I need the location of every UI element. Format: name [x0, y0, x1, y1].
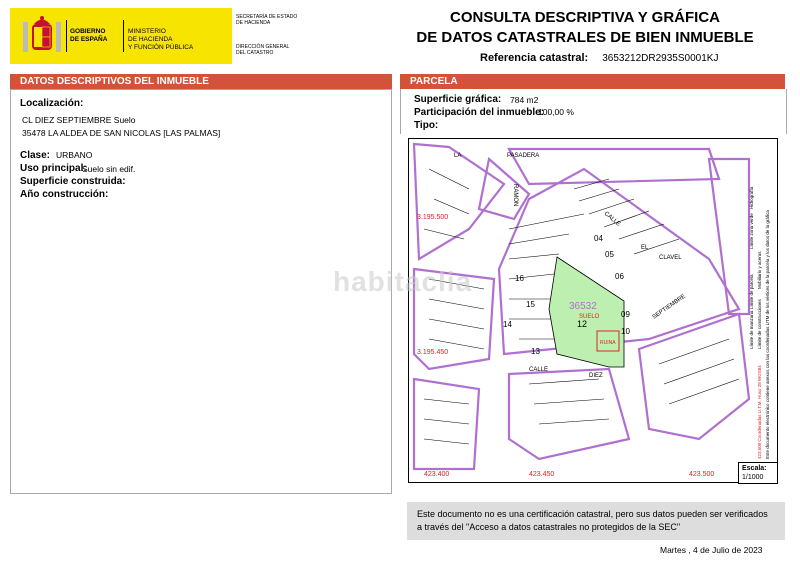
coord-label: 3.195.500 — [417, 214, 449, 221]
block-outline — [479, 159, 529, 219]
lot-number: 14 — [503, 320, 512, 329]
uso-value: Suelo sin edif. — [82, 164, 136, 174]
street-label: CALLE — [602, 210, 622, 228]
legend-item: Límite zona verde — [749, 213, 754, 249]
title-line-1: CONSULTA DESCRIPTIVA Y GRÁFICA — [449, 9, 720, 26]
street-label: CALLE — [529, 367, 549, 373]
street-label: SEPTIEMBRE — [651, 293, 687, 321]
block-outline — [509, 149, 719, 184]
coord-label: 423.400 — [424, 471, 450, 478]
lot-number: 10 — [621, 327, 630, 336]
legend-item: Límite de manzana — [749, 310, 754, 349]
gobierno-label: GOBIERNO DE ESPAÑA — [70, 28, 108, 43]
lot-number: 04 — [594, 234, 603, 243]
parcel-sub: SUELO — [579, 314, 600, 320]
coat-of-arms-icon — [20, 14, 64, 58]
scale-value: 1/1000 — [742, 474, 764, 481]
scale-box — [738, 462, 778, 484]
scale-label: Escala: — [742, 465, 767, 472]
block-outline — [509, 369, 629, 459]
document-date: Martes , 4 de Julio de 2023 — [660, 545, 763, 555]
street-label: PASADERA — [507, 153, 540, 159]
legend-item: Límite de construcciones — [757, 299, 762, 349]
clase-value: URBANO — [56, 150, 93, 160]
localizacion-label: Localización: — [20, 98, 84, 109]
referencia-catastral — [480, 52, 718, 64]
map-drawing — [409, 139, 779, 484]
uso-label: Uso principal: — [20, 163, 87, 174]
localizacion-line-1: CL DIEZ SEPTIEMBRE Suelo — [22, 115, 136, 125]
watermark: habitaclia — [333, 266, 473, 297]
datos-descriptivos-heading: DATOS DESCRIPTIVOS DEL INMUEBLE — [10, 74, 392, 89]
street-label: EL — [641, 245, 649, 251]
superficie-grafica-value: 784 m2 — [510, 95, 539, 105]
lot-number: 09 — [621, 310, 630, 319]
page-title — [400, 8, 770, 48]
secretaria-label: SECRETARÍA DE ESTADO DE HACIENDA — [236, 14, 298, 26]
street-label: DIEZ — [589, 373, 603, 379]
divider — [123, 20, 124, 52]
block-outline — [414, 379, 479, 469]
divider — [66, 20, 67, 52]
legend-item: Hidrografía — [749, 186, 754, 209]
participacion-value: 100,00 % — [538, 107, 574, 117]
superficie-grafica-label: Superficie gráfica: — [414, 94, 502, 105]
gobierno-logo-block — [10, 8, 298, 64]
ref-label: Referencia catastral: — [480, 52, 589, 64]
street-label: LA — [454, 153, 462, 159]
lot-number: 05 — [605, 250, 614, 259]
superficie-construida-label: Superficie construida: — [20, 176, 126, 187]
legend-item: Mobiliario y aceras — [757, 251, 762, 289]
legend-note: 423.500 Coordenadas U.T.M. Huso 28 WGS84 — [757, 365, 762, 459]
localizacion-line-2: 35478 LA ALDEA DE SAN NICOLAS [LAS PALMAS] — [22, 128, 221, 138]
parcel-id: 36532 — [569, 301, 597, 312]
legend-item: Límite de parcela — [749, 274, 754, 309]
ref-value: 3653212DR2935S0001KJ — [602, 53, 719, 64]
participacion-label: Participación del inmueble: — [414, 107, 545, 118]
lot-number: 06 — [615, 272, 624, 281]
direccion-label: DIRECCIÓN GENERAL DEL CATASTRO — [236, 44, 290, 56]
tipo-label: Tipo: — [414, 120, 439, 131]
lot-number: 15 — [526, 300, 535, 309]
lot-number: 16 — [515, 274, 524, 283]
clase-label: Clase: — [20, 150, 51, 161]
ministerio-label: MINISTERIO DE HACIENDA Y FUNCIÓN PÚBLICA — [128, 28, 194, 51]
anio-construccion-label: Año construcción: — [20, 189, 109, 200]
ruina-label: RUINA — [600, 340, 616, 346]
cadastral-map[interactable] — [333, 138, 778, 483]
parcela-heading: PARCELA — [400, 74, 785, 89]
street-label: RAMON — [512, 184, 518, 207]
street-label: CLAVEL — [659, 255, 682, 261]
disclaimer-note: Este documento no es una certificación catastral, pero sus datos pueden ser verificados a través del "Acceso a datos catastrales no protegidos de la SEC" — [407, 502, 785, 540]
coord-label: 423.500 — [689, 471, 715, 478]
parcel-num: 12 — [577, 319, 588, 329]
coord-label: 423.450 — [529, 471, 555, 478]
title-line-2: DE DATOS CATASTRALES DE BIEN INMUEBLE — [416, 29, 754, 46]
block-outline — [639, 314, 749, 439]
lot-number: 13 — [531, 347, 540, 356]
legend-note-2: Este documento electrónico contiene anexos con las coordenadas UTM de los vértices de la parcela y los datos de la gráfica — [765, 210, 770, 459]
coord-label: 3.195.450 — [417, 349, 449, 356]
